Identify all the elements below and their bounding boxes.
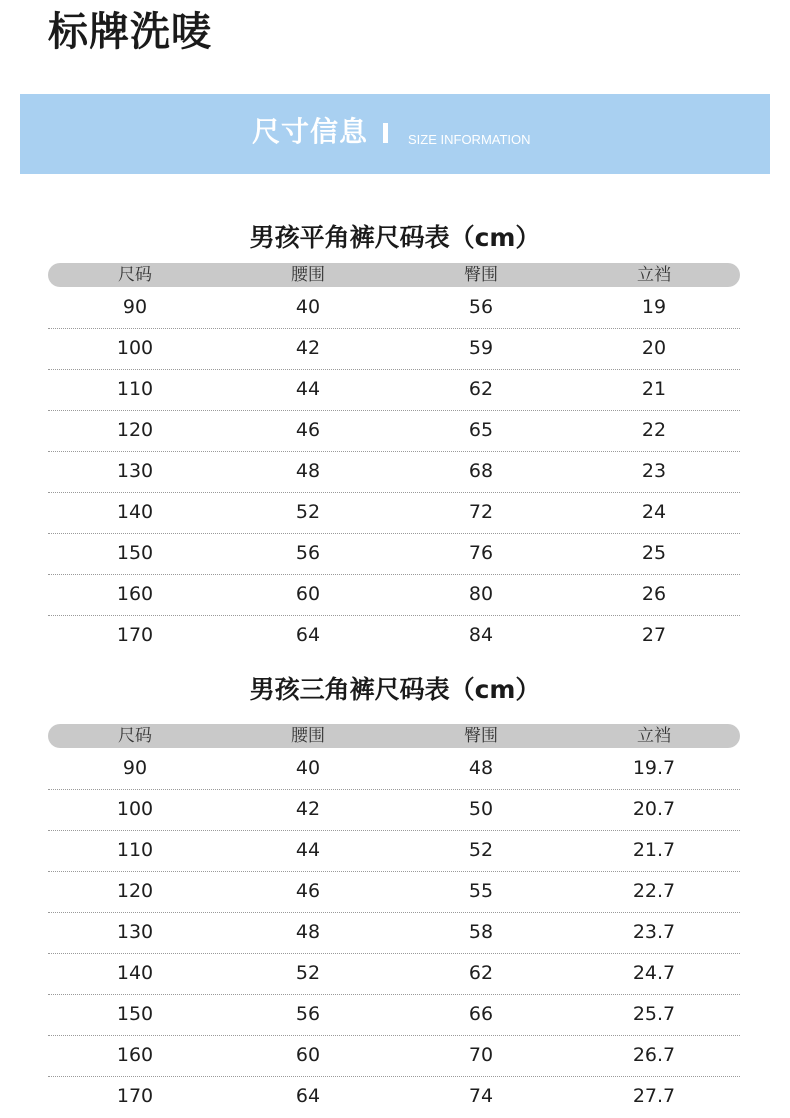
table-row (48, 329, 740, 370)
hip-cell: 62 (468, 962, 494, 984)
hip-cell: 68 (468, 460, 494, 482)
waist-cell: 40 (295, 296, 321, 318)
waist-cell: 64 (295, 624, 321, 646)
brief-table-title: 男孩三角裤尺码表（cm） (249, 675, 541, 704)
hip-cell: 65 (468, 419, 494, 441)
rise-cell: 24.7 (632, 962, 676, 984)
banner-divider (383, 123, 388, 143)
rise-cell: 23.7 (632, 921, 676, 943)
table-row (48, 534, 740, 575)
table-row (48, 575, 740, 616)
rise-cell: 20 (641, 337, 667, 359)
rise-cell: 22 (641, 419, 667, 441)
size-cell: 110 (116, 378, 154, 400)
header-waist: 腰围 (291, 265, 325, 285)
waist-cell: 52 (295, 962, 321, 984)
table-row (48, 995, 740, 1036)
table-row (48, 370, 740, 411)
size-cell: 160 (116, 583, 154, 605)
hip-cell: 62 (468, 378, 494, 400)
size-cell: 110 (116, 839, 154, 861)
waist-cell: 44 (295, 378, 321, 400)
size-cell: 90 (122, 296, 148, 318)
size-cell: 170 (116, 1085, 154, 1107)
size-cell: 150 (116, 1003, 154, 1025)
size-cell: 120 (116, 419, 154, 441)
size-cell: 170 (116, 624, 154, 646)
table-row (48, 749, 740, 790)
boxer-table-header (48, 263, 740, 287)
brief-table-header (48, 724, 740, 748)
page-title: 标牌洗唛 (48, 9, 212, 55)
size-cell: 130 (116, 460, 154, 482)
hip-cell: 80 (468, 583, 494, 605)
rise-cell: 26.7 (632, 1044, 676, 1066)
table-row (48, 452, 740, 493)
table-row (48, 411, 740, 452)
rise-cell: 19 (641, 296, 667, 318)
size-cell: 120 (116, 880, 154, 902)
waist-cell: 60 (295, 1044, 321, 1066)
rise-cell: 21 (641, 378, 667, 400)
header-waist: 腰围 (291, 726, 325, 746)
waist-cell: 48 (295, 460, 321, 482)
banner-title: 尺寸信息 (252, 115, 369, 148)
rise-cell: 20.7 (632, 798, 676, 820)
size-cell: 140 (116, 501, 154, 523)
hip-cell: 84 (468, 624, 494, 646)
hip-cell: 70 (468, 1044, 494, 1066)
boxer-table-title: 男孩平角裤尺码表（cm） (249, 223, 541, 252)
rise-cell: 27 (641, 624, 667, 646)
waist-cell: 60 (295, 583, 321, 605)
waist-cell: 64 (295, 1085, 321, 1107)
size-cell: 130 (116, 921, 154, 943)
rise-cell: 22.7 (632, 880, 676, 902)
waist-cell: 56 (295, 542, 321, 564)
hip-cell: 72 (468, 501, 494, 523)
header-hip: 臀围 (464, 726, 498, 746)
hip-cell: 58 (468, 921, 494, 943)
rise-cell: 19.7 (632, 757, 676, 779)
waist-cell: 42 (295, 337, 321, 359)
waist-cell: 46 (295, 880, 321, 902)
size-cell: 150 (116, 542, 154, 564)
hip-cell: 52 (468, 839, 494, 861)
waist-cell: 56 (295, 1003, 321, 1025)
waist-cell: 44 (295, 839, 321, 861)
hip-cell: 66 (468, 1003, 494, 1025)
hip-cell: 50 (468, 798, 494, 820)
waist-cell: 52 (295, 501, 321, 523)
rise-cell: 25 (641, 542, 667, 564)
size-info-banner (20, 94, 770, 174)
hip-cell: 76 (468, 542, 494, 564)
header-hip: 臀围 (464, 265, 498, 285)
waist-cell: 46 (295, 419, 321, 441)
banner-subtitle: SIZE INFORMATION (408, 132, 531, 147)
hip-cell: 59 (468, 337, 494, 359)
size-cell: 100 (116, 798, 154, 820)
rise-cell: 24 (641, 501, 667, 523)
table-row (48, 1077, 740, 1118)
header-rise: 立裆 (637, 726, 671, 746)
rise-cell: 27.7 (632, 1085, 676, 1107)
hip-cell: 48 (468, 757, 494, 779)
rise-cell: 21.7 (632, 839, 676, 861)
hip-cell: 55 (468, 880, 494, 902)
waist-cell: 48 (295, 921, 321, 943)
table-row (48, 831, 740, 872)
size-cell: 140 (116, 962, 154, 984)
table-row (48, 288, 740, 329)
waist-cell: 40 (295, 757, 321, 779)
table-row (48, 954, 740, 995)
rise-cell: 23 (641, 460, 667, 482)
size-cell: 160 (116, 1044, 154, 1066)
waist-cell: 42 (295, 798, 321, 820)
table-row (48, 493, 740, 534)
size-cell: 100 (116, 337, 154, 359)
header-size: 尺码 (118, 726, 152, 746)
table-row (48, 616, 740, 657)
rise-cell: 26 (641, 583, 667, 605)
table-row (48, 872, 740, 913)
table-row (48, 790, 740, 831)
header-size: 尺码 (118, 265, 152, 285)
rise-cell: 25.7 (632, 1003, 676, 1025)
table-row (48, 1036, 740, 1077)
header-rise: 立裆 (637, 265, 671, 285)
hip-cell: 56 (468, 296, 494, 318)
table-row (48, 913, 740, 954)
hip-cell: 74 (468, 1085, 494, 1107)
size-cell: 90 (122, 757, 148, 779)
